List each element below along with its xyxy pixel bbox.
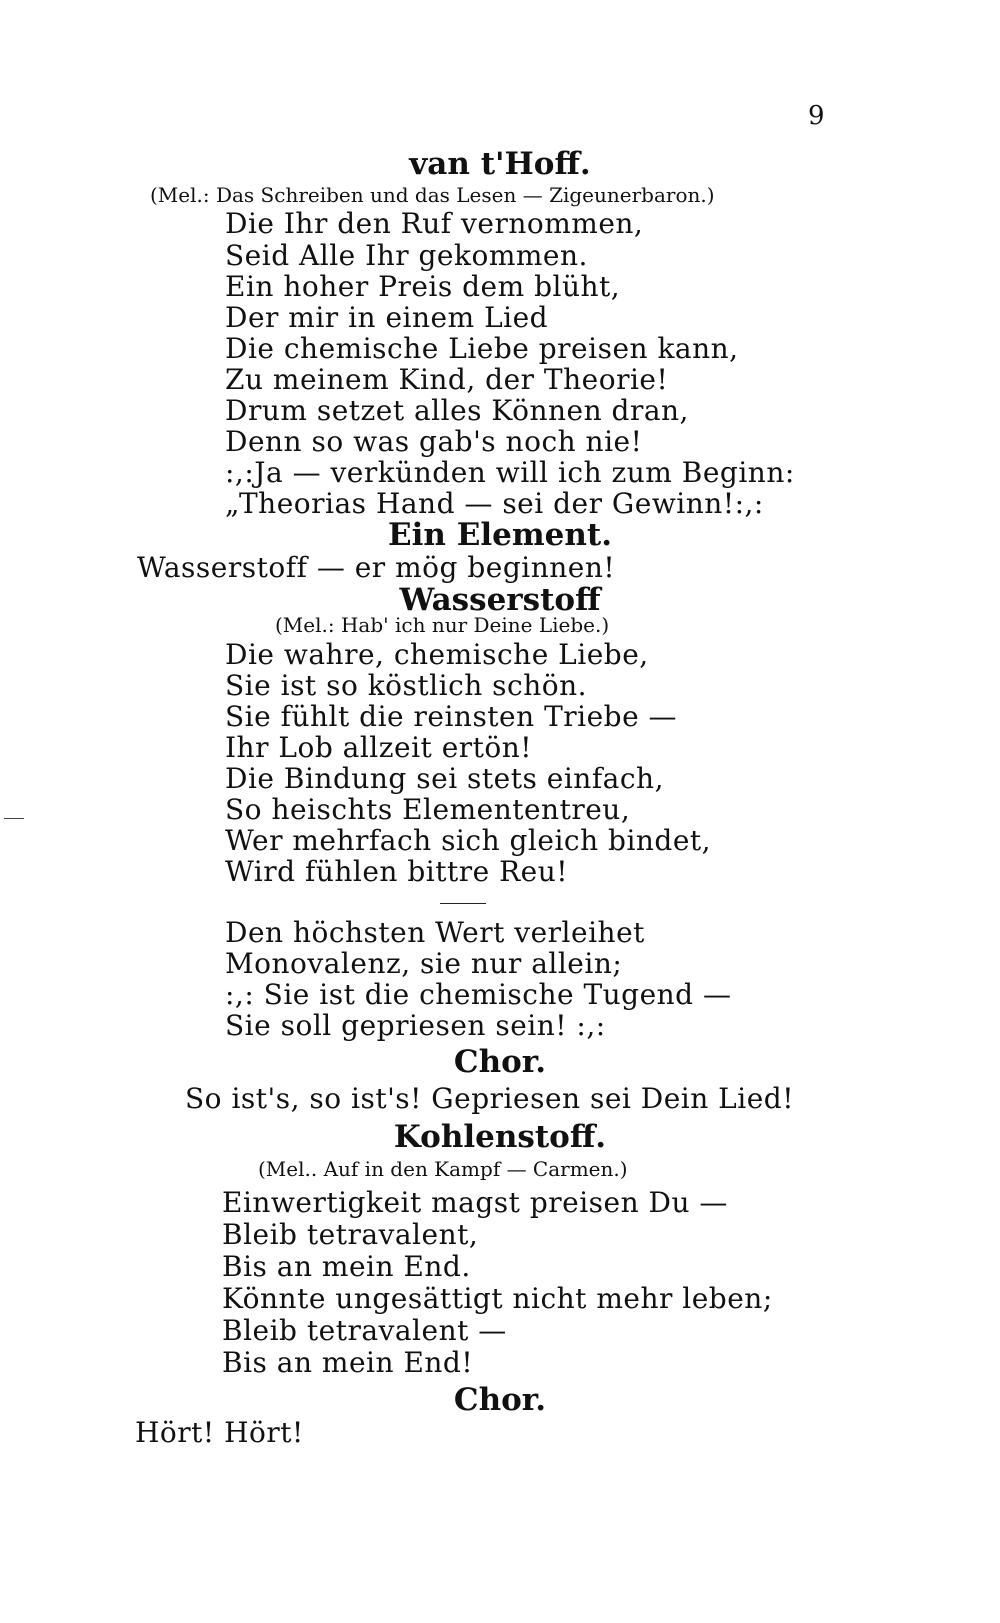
verse-line: Die chemische Liebe preisen kann, — [225, 332, 739, 365]
verse-line: :,: Sie ist die chemische Tugend — — [225, 978, 732, 1011]
verse-line: Bis an mein End. — [222, 1250, 471, 1283]
section-title-kohlenstoff: Kohlenstoff. — [393, 1119, 607, 1155]
verse-line: Könnte ungesättigt nicht mehr leben; — [222, 1282, 773, 1315]
melody-note-wasserstoff: (Mel.: Hab' ich nur Deine Liebe.) — [275, 613, 610, 637]
verse-line: Sie soll gepriesen sein! :,: — [225, 1009, 606, 1042]
verse-line: Bleib tetravalent, — [222, 1218, 479, 1251]
verse-line: Seid Alle Ihr gekommen. — [225, 239, 588, 272]
melody-note-vanthoff: (Mel.: Das Schreiben und das Lesen — Zigeunerbaron.) — [150, 183, 715, 207]
verse-line: Zu meinem Kind, der Theorie! — [225, 363, 669, 396]
verse-line: Drum setzet alles Können dran, — [225, 394, 689, 427]
verse-line: Wasserstoff — er mög beginnen! — [137, 551, 616, 584]
verse-line: Den höchsten Wert verleihet — [225, 916, 645, 949]
melody-note-kohlenstoff: (Mel.. Auf in den Kampf — Carmen.) — [258, 1157, 628, 1181]
margin-mark — [4, 818, 24, 819]
verse-line: So heischts Elemententreu, — [225, 793, 631, 826]
verse-line: Sie ist so köstlich schön. — [225, 669, 588, 702]
verse-line: Wird fühlen bittre Reu! — [225, 855, 569, 888]
verse-line: Die Bindung sei stets einfach, — [225, 762, 664, 795]
section-title-vanthoff: van t'Hoff. — [409, 146, 591, 182]
verse-line: Die Ihr den Ruf vernommen, — [225, 207, 644, 240]
verse-line: Einwertigkeit magst preisen Du — — [222, 1186, 728, 1219]
verse-line: Monovalenz, sie nur allein; — [225, 947, 623, 980]
verse-line: :,:Ja — verkünden will ich zum Beginn: — [225, 456, 795, 489]
divider-rule — [440, 903, 486, 904]
section-title-chor: Chor. — [453, 1382, 547, 1418]
verse-line: Die wahre, chemische Liebe, — [225, 638, 649, 671]
verse-line: Bis an mein End! — [222, 1346, 474, 1379]
verse-line: Ein hoher Preis dem blüht, — [225, 270, 621, 303]
section-title-wasserstoff: Wasserstoff — [399, 582, 601, 618]
verse-line: Bleib tetravalent — — [222, 1314, 507, 1347]
section-title-chor: Chor. — [453, 1044, 547, 1080]
verse-line: Wer mehrfach sich gleich bindet, — [225, 824, 712, 857]
verse-line: Denn so was gab's noch nie! — [225, 425, 643, 458]
verse-line: Hört! Hört! — [135, 1416, 304, 1449]
verse-line: „Theorias Hand — sei der Gewinn!:,: — [225, 487, 764, 520]
section-title-element: Ein Element. — [387, 517, 613, 553]
verse-line: Der mir in einem Lied — [225, 301, 549, 334]
verse-line: So ist's, so ist's! Gepriesen sei Dein Lied! — [185, 1082, 794, 1115]
verse-line: Sie fühlt die reinsten Triebe — — [225, 700, 678, 733]
page-number: 9 — [808, 101, 826, 131]
verse-line: Ihr Lob allzeit ertön! — [225, 731, 533, 764]
